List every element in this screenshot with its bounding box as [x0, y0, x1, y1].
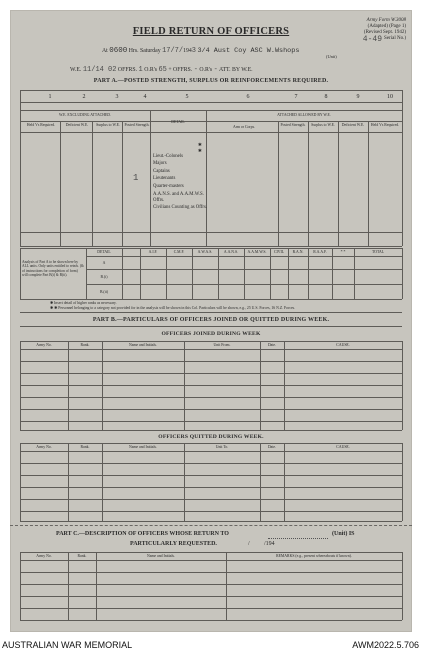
unit-value: 3/4 Aust Coy ASC W.Wshops	[197, 47, 300, 55]
quitted-col-rank: Rank.	[80, 445, 90, 449]
analysis-head-civil: CIVIL	[273, 250, 285, 254]
part-c-heading-1: PART C.—DESCRIPTION OF OFFICERS WHOSE RETURN TO	[56, 531, 229, 537]
joined-heading: OFFICERS JOINED DURING WEEK	[161, 331, 261, 337]
analysis-head-raaf: R.A.A.F.	[313, 250, 327, 254]
ors-value: 65	[158, 66, 167, 74]
offrs2-label: + OFFRS.	[168, 67, 193, 73]
posted-strength-value: 1	[133, 173, 139, 183]
rank-lieutenants: Lieutenants	[153, 176, 176, 182]
at-label: At	[102, 48, 108, 54]
offrs-label: OFFRS.	[117, 67, 138, 73]
year-suffix: 3	[191, 47, 196, 55]
col-head-held-right: Held Vs Required.	[370, 123, 400, 127]
part-c-col-army-no: Army No.	[36, 554, 52, 558]
joined-col-date: Date.	[267, 343, 277, 347]
ranks-list	[153, 153, 213, 211]
we-value: 11/14 02	[82, 66, 117, 74]
analysis-head-aif: A.I.F.	[148, 250, 158, 254]
analysis-head-detail: DETAIL	[97, 250, 111, 254]
joined-col-cause: CAUSE.	[336, 343, 350, 347]
form-revised-note: (Revised Sept. 1942)	[363, 30, 406, 35]
analysis-head-cmf: C.M.F.	[173, 250, 185, 254]
part-a-heading: PART A.—POSTED STRENGTH, SURPLUS OR REINFORCEMENTS REQUIRED.	[93, 78, 329, 84]
unit-label: (Unit)	[326, 54, 337, 59]
ors2-label: O.R's	[199, 67, 213, 73]
army-form-number: Army Form W.3008	[366, 18, 406, 23]
footnote-1: ✱ Insert detail of higher ranks as necessary.	[50, 301, 117, 305]
col-head-posted: Posted Strength.	[124, 123, 150, 127]
part-c-col-rank: Rank.	[77, 554, 87, 558]
date-value: 17/7/	[162, 47, 184, 55]
offrs-value: 1	[138, 66, 143, 74]
attached-allowed: ATTACHED ALLOWED BY W.E.	[277, 113, 331, 117]
ors2-value: -	[213, 66, 218, 74]
col-head-held: Held Vs Required.	[26, 123, 56, 127]
rank-majors: Majors	[153, 161, 167, 167]
part-c-col-name: Name and Initials.	[147, 554, 175, 558]
part-c-date-slash: /	[248, 541, 250, 547]
analysis-head-other: * *	[340, 250, 346, 254]
ors-label: O.R's	[144, 67, 158, 73]
quitted-col-date: Date.	[267, 445, 277, 449]
col-head-deficient-right: Deficient W.E.	[341, 123, 365, 127]
we-excluding-attached: W.E. EXCLUDING ATTACHED.	[59, 113, 111, 117]
col-number-1: 1	[48, 94, 52, 100]
rank-asterisk-1: ✱	[198, 142, 202, 147]
archive-accession-number: AWM2022.5.706	[352, 640, 419, 650]
col-head-posted-right: Posted Strength.	[280, 123, 306, 127]
rank-aans: A.A.N.S. and A.A.M.W.S. Offrs.	[153, 192, 204, 203]
quitted-heading: OFFICERS QUITTED DURING WEEK.	[158, 434, 264, 440]
detail-header: DETAIL	[171, 120, 185, 124]
part-b-heading: PART B.—PARTICULARS OF OFFICERS JOINED OR QUITTED DURING WEEK.	[92, 317, 330, 323]
quitted-col-name: Name and Initials.	[129, 445, 157, 449]
time-value: 0600	[109, 47, 128, 55]
hrs-saturday-label: Hrs. Saturday	[128, 48, 161, 54]
quitted-col-unit-to: Unit To.	[215, 445, 229, 449]
form-title: FIELD RETURN OF OFFICERS	[132, 26, 290, 37]
form-sheet	[10, 10, 412, 632]
header-time-line	[102, 47, 299, 55]
serial-number-label: Serial No.)	[384, 36, 406, 41]
col-head-surplus-right: Surplus to W.E.	[311, 123, 335, 127]
quitted-col-cause: CAUSE.	[336, 445, 350, 449]
rank-civilians: Civilians Counting as Offrs.	[153, 205, 208, 211]
rank-lt-colonels: Lieut.-Colonels	[153, 154, 183, 159]
joined-col-army-no: Army No.	[36, 343, 52, 347]
joined-col-rank: Rank.	[80, 343, 90, 347]
year-prefix: 194	[183, 48, 192, 54]
rank-quartermasters: Quarter-masters	[153, 183, 184, 189]
col-number-7: 7	[294, 94, 298, 100]
analysis-head-awas: A.W.A.S.	[197, 250, 213, 254]
analysis-row-bii: B.(ii)	[99, 290, 109, 294]
footnote-2: ✱ ✱ Personnel belonging to a category not provided for in the analysis will be shown in this Col. Particulars will be shown, e.g., 25 U.S. Forces, 16 N.Z. Forces.	[50, 306, 296, 310]
part-c-divider	[10, 525, 412, 526]
col-number-8: 8	[324, 94, 328, 100]
serial-number-value: 4-49	[362, 35, 382, 44]
col-number-2: 2	[82, 94, 86, 100]
archive-credit: AUSTRALIAN WAR MEMORIAL	[2, 640, 133, 650]
offrs2-value: -	[193, 66, 198, 74]
analysis-head-ran: R.A.N.	[292, 250, 304, 254]
analysis-head-aamws: A.A.M.W.S.	[247, 250, 267, 254]
form-adapted-note: (Adapted) (Page 1)	[367, 24, 406, 29]
col-number-9: 9	[356, 94, 360, 100]
analysis-row-a: A	[102, 261, 106, 265]
rank-captains: Captains	[153, 168, 170, 174]
att-label: ATT. BY W.E.	[218, 67, 253, 73]
joined-col-name: Name and Initials.	[129, 343, 157, 347]
col-number-4: 4	[143, 94, 147, 100]
col-number-10: 10	[387, 94, 393, 100]
analysis-head-aans: A.A.N.S.	[223, 250, 239, 254]
col-number-6: 6	[246, 94, 250, 100]
col-head-deficient: Deficient W.E.	[65, 123, 89, 127]
we-label: W.E.	[70, 67, 82, 73]
part-c-unit-is: (Unit) IS	[332, 531, 355, 537]
analysis-head-total: TOTAL	[371, 250, 385, 254]
col-number-3: 3	[115, 94, 119, 100]
part-c-col-remarks: REMARKS (e.g., present whereabouts if known).	[276, 554, 352, 558]
col-head-surplus: Surplus to W.E.	[96, 123, 120, 127]
analysis-note: Analysis of Part A to be shown here by ALL units. Only units entitled to reinfs. (& of instructions for completion of form) will complete Part B(i) & B(ii).	[22, 260, 84, 277]
rank-asterisk-2: ✱	[198, 148, 202, 153]
joined-col-unit-from: Unit From.	[213, 343, 231, 347]
quitted-col-army-no: Army No.	[36, 445, 52, 449]
part-c-date-year: /194	[264, 541, 275, 547]
col-head-arm: Arm or Corps.	[232, 125, 256, 129]
analysis-row-bi: B.(i)	[100, 275, 108, 279]
part-c-heading-2: PARTICULARLY REQUESTED.	[130, 541, 217, 547]
header-we-line	[70, 66, 253, 74]
col-number-5: 5	[185, 94, 189, 100]
